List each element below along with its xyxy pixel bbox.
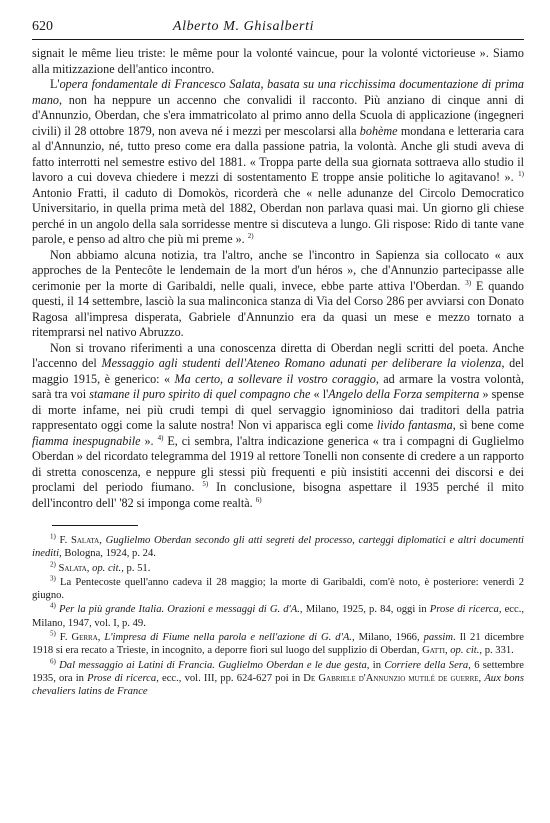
footnote: $^{1)}$ F. Salata, Guglielmo Oberdan secondo gli atti segreti del processo, carteggi diplomatici e altri documenti inediti, Bologna, 1924, p. 24. [32, 532, 524, 560]
footnote: $^{4)}$ Per la più grande Italia. Orazioni e messaggi di G. d'A., Milano, 1925, p. 84, oggi in Prose di ricerca, ecc., Milano, 1947, vol. I, p. 49. [32, 601, 524, 629]
footnote: $^{2)}$ Salata, op. cit., p. 51. [50, 560, 151, 574]
header-rule [32, 39, 524, 40]
running-title: Alberto M. Ghisalberti [172, 19, 315, 34]
page-number: 620 [32, 19, 53, 34]
paragraph: signait le même lieu triste: le même pour la volonté vaincue, pour la volonté victorieuse ». Siamo alla mitizzazione dell'antico incontro. [32, 46, 524, 76]
paragraph: Non si trovano riferimenti a una conoscenza diretta di Oberdan negli scritti del poeta. Anche l'accenno del Messaggio agli studenti dell'Ateneo Romano adunati per deliberare la violenza, del maggio 1915, è generico: « Ma certo, a sollevare il vostro coraggio, ad armare la vostra volontà, sarà tra voi stamane il puro spirito di quel compagno che « l'Angelo della Forza sempiterna » spense di morte infame, nei più crudi tempi di quel servaggio ignominioso dai traditori della patria rappresentato oggi come la salute nostra! Non vi apparisca egli come livido fantasma, sì bene come fiamma inespugnabile ». $^{4)}$ E, ci sembra, l'altra indicazione generica « tra i compagni di Guglielmo Oberdan » del ricordato telegramma del 1919 al rettore Tonelli non consente di credere a un rapporto di stretta conoscenza, e neppure gli stessi più frequenti e più insistiti accenni dei discorsi e dei proclami del periodo fiumano. $^{5)}$ In conclusione, bisogna aspettare il 1935 perché il mito dell'incontro dell' '82 si imponga come realtà. $^{6)}$ [32, 340, 525, 510]
page-header [32, 18, 524, 36]
body-text [32, 46, 524, 511]
paragraph: L'opera fondamentale di Francesco Salata, basata su una ricchissima documentazione di prima mano, non ha neppure un accenno che convalidi il racconto. Più anziano di cinque anni di d'Annunzio, Oberdan, che s'era immatricolato al primo anno della Scuola di applicazione (ingegneri civili) il 28 ottobre 1879, non aveva né i mezzi per mescolarsi alla bohème mondana e letteraria cara al d'Annunzio, né, tutto preso come era dalla passione patria, la volontà. Anche gli studi aveva di fatto interrotti nel semestre estivo del 1881. « Troppa parte della sua giornata sottraeva allo studio il lavoro a cui doveva chiedere i mezzi di sostentamento E troppe ansie politiche lo agitavano! ». $^{1)}$ Antonio Fratti, il caduto di Domokòs, ricorderà che « nelle adunanze del Circolo Democratico Universitario, in quella prima metà del 1882, Oberdan non parlava quasi mai. Un giorno gli chiese perché in un angolo della sala sorridesse mentre si discuteva a lungo. Gli rispose: Rido di tante vane parole, e penso ad altro che più mi preme ». $^{2)}$ [32, 77, 525, 246]
footnotes [32, 534, 524, 699]
footnote: $^{3)}$ La Pentecoste quell'anno cadeva il 28 maggio; la morte di Garibaldi, com'è noto, è posteriore: venerdì 2 giugno. [32, 574, 524, 602]
footnote-rule [52, 525, 138, 526]
footnote: $^{5)}$ F. Gerra, L'impresa di Fiume nella parola e nell'azione di G. d'A., Milano, 1966, passim. Il 21 dicembre 1918 si era recato a Trieste, in incognito, a deporre fiori sul luogo del supplizio di Oberdan, Gatti, op. cit., p. 331. [32, 629, 525, 657]
footnote: $^{6)}$ Dal messaggio ai Latini di Francia. Guglielmo Oberdan e le due gesta, in Corriere della Sera, 6 settembre 1935, ora in Prose di ricerca, ecc., vol. III, pp. 624-627 poi in De Gabriele d'Annunzio mutilé de guerre, Aux bons chevaliers latins de France [32, 657, 524, 698]
paragraph: Non abbiamo alcuna notizia, tra l'altro, anche se l'incontro in Sapienza sia collocato « aux approches de la Pentecôte le lendemain de la mort d'un héros », che d'Annunzio partecipasse alle cerimonie per la morte di Garibaldi, nelle quali, invece, ebbe parte attiva l'Oberdan. $^{3)}$ E quando questi, il 14 settembre, lasciò la sua malinconica stanza di Via del Corso 286 per avviarsi con Donato Ragosa all'impresa disperata, Gabriele d'Annunzio era da quasi un mese e mezzo tornato a ritemprarsi nel nativo Abruzzo. [32, 247, 524, 339]
